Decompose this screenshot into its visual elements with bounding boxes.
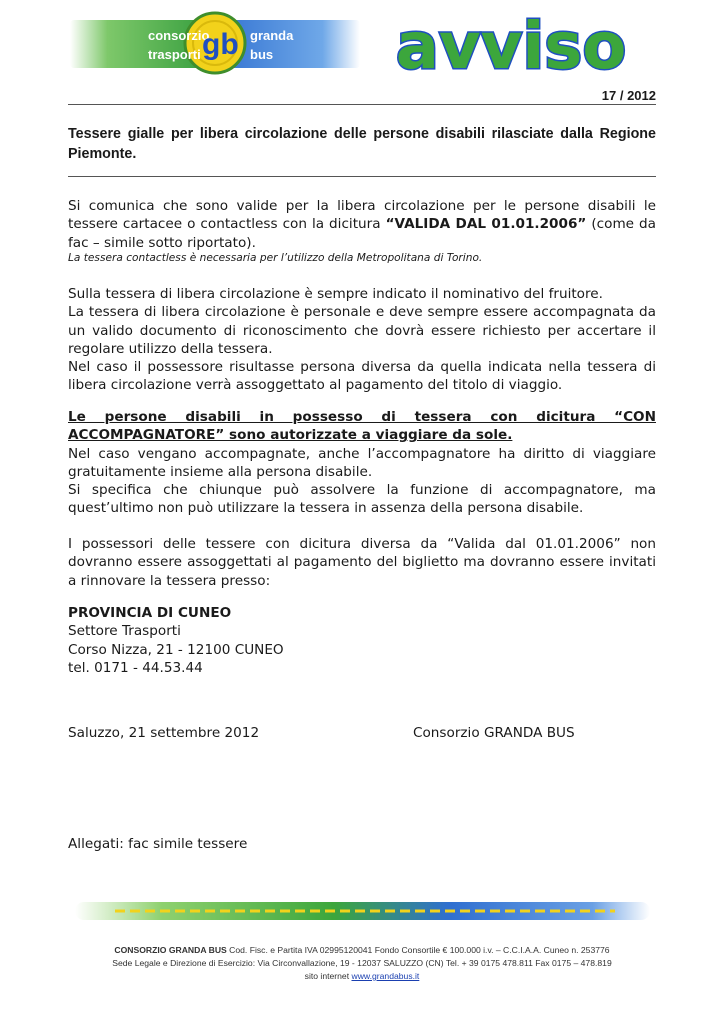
place-date: Saluzzo, 21 settembre 2012 bbox=[68, 725, 260, 741]
footer bbox=[0, 944, 724, 983]
logo-granda: granda bbox=[250, 28, 294, 43]
accompanied-line2: Si specifica che chiunque può assolvere la funzione di accompagnatore, ma quest’ultimo non può utilizzare la tessera in assenza della persona disabile. bbox=[68, 482, 656, 517]
footer-line1: CONSORZIO GRANDA BUS Cod. Fisc. e Partita IVA 02995120041 Fondo Consortile € 100.000 i.v. – C.C.I.A.A. Cuneo n. 253776 bbox=[114, 945, 610, 955]
paragraph-personal bbox=[68, 285, 656, 395]
paragraph-accompanied bbox=[68, 408, 656, 518]
footer-decorative-bar bbox=[75, 898, 650, 924]
address-line3: tel. 0171 - 44.53.44 bbox=[68, 659, 203, 676]
notice-number: 17 / 2012 bbox=[601, 88, 656, 103]
address-line1: Settore Trasporti bbox=[68, 623, 181, 640]
contactless-note: La tessera contactless è necessaria per l’utilizzo della Metropolitana di Torino. bbox=[68, 251, 483, 264]
paragraph-personal-line1: Sulla tessera di libera circolazione è sempre indicato il nominativo del fruitore. bbox=[68, 286, 603, 302]
accompanied-line1: Nel caso vengano accompagnate, anche l’accompagnatore ha diritto di viaggiare gratuitamente insieme alla persona disabile. bbox=[68, 445, 656, 480]
address-name: PROVINCIA DI CUNEO bbox=[68, 605, 232, 621]
footer-line2: Sede Legale e Direzione di Esercizio: Via Circonvallazione, 19 - 12037 SALUZZO (CN) Tel. + 39 0175 478.811 Fax 0175 – 478.819 bbox=[112, 958, 612, 968]
address-line2: Corso Nizza, 21 - 12100 CUNEO bbox=[68, 641, 284, 658]
attachments: Allegati: fac simile tessere bbox=[68, 836, 248, 852]
validity-label: “VALIDA DAL 01.01.2006” bbox=[385, 216, 587, 233]
avviso-text: avviso bbox=[395, 10, 627, 82]
subject-divider bbox=[68, 176, 656, 177]
logo-consorzio: consorzio bbox=[148, 28, 210, 43]
address-block bbox=[68, 604, 656, 677]
signature-org: Consorzio GRANDA BUS bbox=[413, 725, 575, 741]
top-divider bbox=[68, 104, 656, 105]
avviso-banner bbox=[395, 2, 627, 82]
logo-bus: bus bbox=[250, 47, 274, 62]
logo-gb: gb bbox=[202, 28, 239, 61]
paragraph-validity: Si comunica che sono valide per la libera circolazione per le persone disabili le tessere cartacee o contactless con la dicitura “VALIDA DAL 01.01.2006” (come da fac – simile sotto riportato). La tessera contactless è necessaria per l’utilizzo della Metropolitana di Torino. bbox=[68, 198, 656, 264]
accompanied-heading: Le persone disabili in possesso di tessera con dicitura “CON ACCOMPAGNATORE” sono autorizzate a viaggiare da sole. bbox=[68, 409, 656, 444]
footer-line3: sito internet www.grandabus.it bbox=[304, 971, 420, 981]
paragraph-personal-line2: La tessera di libera circolazione è personale e deve sempre essere accompagnata da un valido documento di riconoscimento che dovrà essere richiesto per accertare il regolare utilizzo della tessera. bbox=[68, 304, 656, 357]
consorzio-granda-bus-logo bbox=[70, 8, 360, 78]
paragraph-personal-line3: Nel caso il possessore risultasse persona diversa da quella indicata nella tessera di libera circolazione verrà assoggettato al pagamento del titolo di viaggio. bbox=[68, 359, 656, 394]
website-link[interactable]: www.grandabus.it bbox=[351, 971, 420, 981]
logo-trasporti: trasporti bbox=[148, 47, 201, 62]
paragraph-renewal: I possessori delle tessere con dicitura diversa da “Valida dal 01.01.2006” non dovranno essere assoggettati al pagamento del biglietto ma dovranno essere invitati a rinnovare la tessera presso: bbox=[68, 536, 656, 589]
notice-subject: Tessere gialle per libera circolazione delle persone disabili rilasciate dalla Regione Piemonte. bbox=[68, 126, 656, 162]
